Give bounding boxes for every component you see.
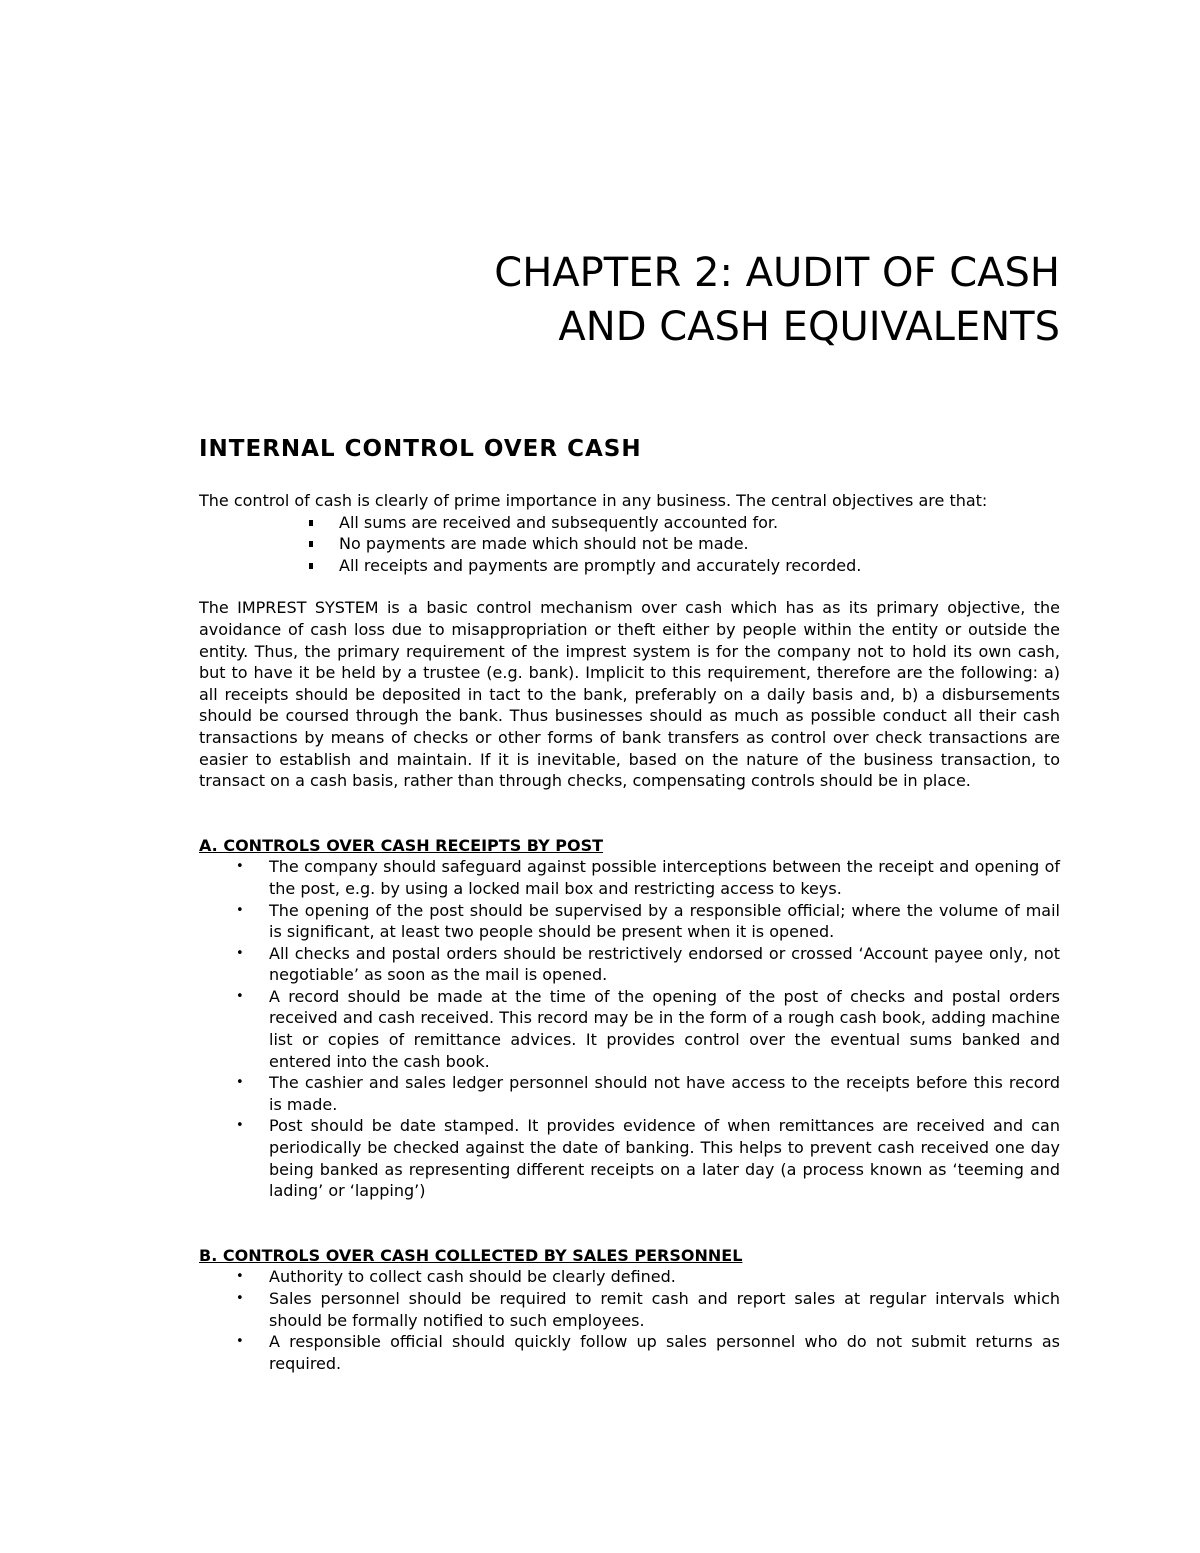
list-item: • All checks and postal orders should be restrictively endorsed or crossed ‘Account payee only, not negotiable’ as soon as the mail is opened. (269, 943, 1060, 986)
list-item: • Sales personnel should be required to remit cash and report sales at regular intervals which should be formally notified to such employees. (269, 1288, 1060, 1331)
objectives-list (199, 512, 1060, 577)
objective-item: All sums are received and subsequently accounted for. (339, 512, 1060, 534)
imprest-paragraph: The IMPREST SYSTEM is a basic control mechanism over cash which has as its primary objective, the avoidance of cash loss due to misappropriation or theft either by people within the entity or outside the entity. Thus, the primary requirement of the imprest system is for the company not to hold its own cash, but to have it be held by a trustee (e.g. bank). Implicit to this requirement, therefore are the following: a) all receipts should be deposited in tact to the bank, preferably on a daily basis and, b) a disbursements should be coursed through the bank. Thus businesses should as much as possible conduct all their cash transactions by means of checks or other forms of bank transfers as control over check transactions are easier to establish and maintain. If it is inevitable, based on the nature of the business transaction, to transact on a cash basis, rather than through checks, compensating controls should be in place. (199, 598, 1060, 791)
section-spacer (199, 1202, 1060, 1245)
list-item: • The opening of the post should be supervised by a responsible official; where the volume of mail is significant, at least two people should be present when it is opened. (269, 900, 1060, 943)
section-a-heading: A. CONTROLS OVER CASH RECEIPTS BY POST (199, 835, 604, 855)
internal-control-heading: INTERNAL CONTROL OVER CASH (199, 436, 642, 462)
chapter-title (300, 246, 1060, 354)
section-spacer (199, 792, 1060, 835)
objective-item: No payments are made which should not be made. (339, 533, 1060, 555)
section-a-list (199, 856, 1060, 1202)
chapter-title-line-1: CHAPTER 2: AUDIT OF CASH (494, 250, 1060, 296)
list-item: • A record should be made at the time of the opening of the post of checks and postal orders received and cash received. This record may be in the form of a rough cash book, adding machine list or copies of remittance advices. It provides control over the eventual sums banked and entered into the cash book. (269, 986, 1060, 1072)
list-item: • Post should be date stamped. It provides evidence of when remittances are received and can periodically be checked against the date of banking. This helps to prevent cash received one day being banked as representing different receipts on a later day (a process known as ‘teeming and lading’ or ‘lapping’) (269, 1115, 1060, 1201)
section-b-list (199, 1266, 1060, 1374)
list-item: • The cashier and sales ledger personnel should not have access to the receipts before this record is made. (269, 1072, 1060, 1115)
chapter-title-line-2: AND CASH EQUIVALENTS (558, 304, 1060, 350)
list-item: • A responsible official should quickly follow up sales personnel who do not submit returns as required. (269, 1331, 1060, 1374)
document-body (199, 434, 1060, 1374)
list-item: • The company should safeguard against possible interceptions between the receipt and opening of the post, e.g. by using a locked mail box and restricting access to keys. (269, 856, 1060, 899)
list-item: • Authority to collect cash should be clearly defined. (269, 1266, 1060, 1288)
intro-paragraph: The control of cash is clearly of prime importance in any business. The central objectives are that: (199, 491, 988, 510)
objective-item: All receipts and payments are promptly and accurately recorded. (339, 555, 1060, 577)
section-b-heading: B. CONTROLS OVER CASH COLLECTED BY SALES PERSONNEL (199, 1245, 743, 1265)
